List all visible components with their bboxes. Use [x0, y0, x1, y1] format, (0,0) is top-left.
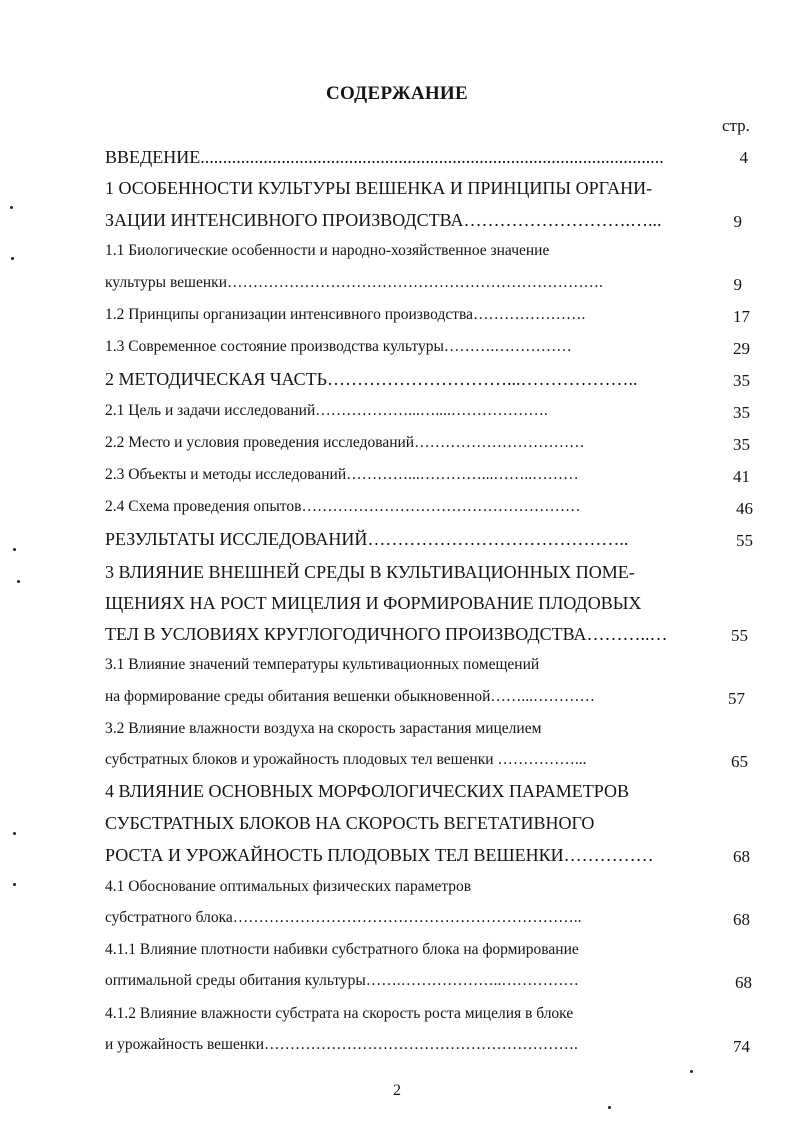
toc-page-number: 29 [733, 339, 750, 358]
footer-page-number: 2 [393, 1082, 401, 1099]
toc-line: РОСТА И УРОЖАЙНОСТЬ ПЛОДОВЫХ ТЕЛ ВЕШЕНКИ…………… [105, 845, 654, 865]
page-title: СОДЕРЖАНИЕ [326, 83, 468, 104]
toc-line: 1.2 Принципы организации интенсивного производства…………………. [105, 306, 586, 323]
scan-speck [11, 257, 14, 260]
toc-line: 4.1 Обоснование оптимальных физических параметров [105, 878, 472, 895]
toc-line: 2.4 Схема проведения опытов……………………………………………… [105, 498, 581, 515]
toc-page-number: 65 [731, 752, 748, 771]
toc-line: 3.1 Влияние значений температуры культивационных помещений [105, 656, 540, 673]
toc-line: 4 ВЛИЯНИЕ ОСНОВНЫХ МОРФОЛОГИЧЕСКИХ ПАРАМЕТРОВ [105, 781, 629, 801]
toc-line: СУБСТРАТНЫХ БЛОКОВ НА СКОРОСТЬ ВЕГЕТАТИВНОГО [105, 813, 595, 833]
scan-speck [10, 206, 13, 209]
toc-line: 4.1.2 Влияние влажности субстрата на скорость роста мицелия в блоке [105, 1005, 574, 1022]
toc-line: 2 МЕТОДИЧЕСКАЯ ЧАСТЬ…………………………...……………….. [105, 369, 638, 389]
toc-line: и урожайность вешенки……………………………………………………. [105, 1036, 578, 1053]
toc-page-number: 68 [735, 973, 752, 992]
toc-page-number: 68 [733, 847, 750, 866]
toc-line: РЕЗУЛЬТАТЫ ИССЛЕДОВАНИЙ…………………………………….. [105, 529, 629, 549]
page-column-header: стр. [722, 116, 750, 135]
toc-page-number: 35 [733, 371, 750, 390]
toc-line: на формирование среды обитания вешенки обыкновенной……...………… [105, 688, 596, 705]
toc-page-number: 35 [733, 403, 750, 422]
toc-page-number: 9 [733, 275, 742, 294]
toc-line: ЗАЦИИ ИНТЕНСИВНОГО ПРОИЗВОДСТВА……………………….…... [105, 210, 662, 230]
toc-page-number: 17 [733, 307, 750, 326]
toc-line: 2.1 Цель и задачи исследований………………...…....………………. [105, 402, 548, 419]
toc-line: ВВЕДЕНИЕ....................................................................................................... [105, 147, 664, 167]
toc-line: субстратных блоков и урожайность плодовых тел вешенки ……………... [105, 751, 587, 768]
toc-line: оптимальной среды обитания культуры…….………………..…………… [105, 972, 579, 989]
toc-page-number: 68 [733, 910, 750, 929]
toc-line: 2.2 Место и условия проведения исследований…………………………… [105, 434, 585, 451]
toc-line: 1 ОСОБЕННОСТИ КУЛЬТУРЫ ВЕШЕНКА И ПРИНЦИПЫ ОРГАНИ- [105, 178, 653, 198]
toc-page-number: 9 [733, 212, 742, 231]
scan-speck [13, 548, 16, 551]
toc-line: 2.3 Объекты и методы исследований…………...…………...……..……… [105, 466, 579, 483]
scan-speck [13, 883, 16, 886]
toc-line: 3 ВЛИЯНИЕ ВНЕШНЕЙ СРЕДЫ В КУЛЬТИВАЦИОННЫХ ПОМЕ- [105, 562, 635, 582]
toc-page-number: 74 [733, 1037, 750, 1056]
toc-line: 4.1.1 Влияние плотности набивки субстратного блока на формирование [105, 941, 579, 958]
toc-line: 1.3 Современное состояние производства культуры……….…………… [105, 338, 572, 355]
toc-line: ТЕЛ В УСЛОВИЯХ КРУГЛОГОДИЧНОГО ПРОИЗВОДСТВА………..… [105, 624, 668, 644]
toc-page-number: 41 [733, 467, 750, 486]
toc-line: 1.1 Биологические особенности и народно-хозяйственное значение [105, 242, 550, 259]
scan-speck [17, 580, 20, 583]
toc-line: 3.2 Влияние влажности воздуха на скорость зарастания мицелием [105, 720, 542, 737]
scan-speck [13, 832, 16, 835]
toc-page-number: 46 [736, 499, 753, 518]
toc-page-number: 4 [739, 148, 748, 167]
scan-speck [690, 1070, 693, 1073]
toc-page-number: 35 [733, 435, 750, 454]
toc-page-number: 57 [728, 689, 745, 708]
toc-line: культуры вешенки………………………………………………………………. [105, 274, 603, 291]
toc-page-number: 55 [731, 626, 748, 645]
scan-speck [608, 1106, 611, 1109]
toc-line: ЩЕНИЯХ НА РОСТ МИЦЕЛИЯ И ФОРМИРОВАНИЕ ПЛОДОВЫХ [105, 593, 642, 613]
toc-line: субстратного блока………………………………………………………….. [105, 909, 582, 926]
toc-page-number: 55 [736, 531, 753, 550]
